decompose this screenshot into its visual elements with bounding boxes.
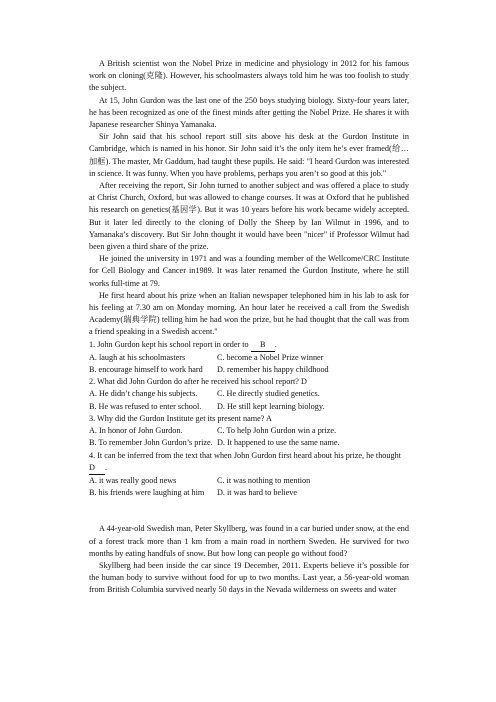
question-1-options-row-1 [89,352,409,364]
option-D: D. He still kept learning biology. [217,401,325,411]
question-4-options-row-2 [89,487,409,499]
question-1-stem-end: . [274,339,277,349]
section-gap [89,499,409,523]
question-3-options-row-2 [89,437,409,449]
option-A: A. laugh at his schoolmasters [89,352,186,362]
option-B: B. his friends were laughing at him [89,488,205,498]
option-C: C. become a Nobel Prize winner [217,352,324,362]
question-1 [89,339,409,377]
question-1-stem: 1. John Gurdon kept his school report in order to [89,339,251,349]
option-A: A. it was really good news [89,475,177,485]
question-2 [89,376,409,413]
option-C: C. To help John Gurdon win a prize. [217,426,337,436]
passage1-paragraph-5: He joined the university in 1971 and was a founding member of the Wellcome/CRC Institute for Cell Biology and Cancer in1989. It was later renamed the Gurdon Institute, where he still works full-time at 79. [89,254,409,288]
question-4 [89,450,409,500]
question-4-answer-blank: D [89,462,105,475]
option-C: C. it was nothing to mention [217,475,311,485]
document-page [89,58,409,597]
question-2-options-row-1 [89,388,409,400]
question-3 [89,413,409,450]
passage1-paragraph-1: A British scientist won the Nobel Prize in medicine and physiology in 2012 for his famous work on cloning(克隆). However, his schoolmasters always told him he was too foolish to study the subject. [89,59,409,93]
question-4-stem-end: . [105,462,108,472]
question-2-stem: 2. What did John Gurdon do after he received his school report? D [89,377,307,387]
option-D: D. it was hard to believe [217,488,298,498]
option-B: B. encourage himself to work hard [89,365,203,375]
option-B: B. To remember John Gurdon’s prize. [89,438,213,448]
question-1-options-row-2 [89,364,409,376]
passage1-paragraph-2: At 15, John Gurdon was the last one of the 250 boys studying biology. Sixty-four years later, he has been recognized as one of the finest minds after getting the Nobel Prize. He shares it with Japanese researcher Shinya Yamanaka. [89,95,409,130]
option-D: D. remember his happy childhood [217,365,329,375]
question-2-options-row-2 [89,401,409,413]
question-3-stem: 3. Why did the Gurdon Institute get its present name? A [89,413,272,423]
option-C: C. He directly studied genetics. [217,389,320,399]
question-3-options-row-1 [89,425,409,437]
passage1-paragraph-3: Sir John said that his school report still sits above his desk at the Gurdon Institute in Cambridge, which is named in his honor. Sir John said it’s the only item he’s ever framed(给…加框). The master, Mr Gaddum, had taught these pupils. He said: "I heard Gurdon was interested in science. It was funny. When you have problems, perhaps you aren’t so good at this job." [89,132,409,178]
option-B: B. He was refused to enter school. [89,401,202,411]
passage2-paragraph-2: Skyllberg had been inside the car since 19 December, 2011. Experts believe it’s possible for the human body to survive without food for up to two months. Last year, a 56-year-old woman from British Columbia survived nearly 50 days in the Nevada wilderness on sweets and water [89,560,409,595]
question-4-options-row-1 [89,475,409,487]
passage2-paragraph-1: A 44-year-old Swedish man, Peter Skyllberg, was found in a car buried under snow, at the end of a forest track more than 1 km from a main road in northern Sweden. He survived for two months by eating handfuls of snow. But how long can people go without food? [89,524,409,558]
option-D: D. It happened to use the same name. [217,438,340,448]
question-1-answer-blank: B [251,339,275,352]
option-A: A. In honor of John Gurdon. [89,426,183,436]
question-4-stem: 4. It can be inferred from the text that when John Gurdon first heard about his prize, he thought [89,450,401,460]
passage1-paragraph-6: He first heard about his prize when an Italian newspaper telephoned him in his lab to ask for his feeling at 7.30 am on Monday morning. An hour later he received a call from the Swedish Academy(瑞典学院) telling him he had won the prize, but he had thought that the call was from a friend speaking in a Swedish accent." [89,290,409,337]
passage1-paragraph-4: After receiving the report, Sir John turned to another subject and was offered a place to study at Christ Church, Oxford, but was allowed to change courses. It was at Oxford that he published his research on genetics(基因学). But it was 10 years before his work became widely accepted. But it later led directly to the cloning of Dolly the Sheep by Ian Wilmut in 1996, and to Yamanaka’s discovery. But Sir John thought it would have been "nicer" if Professor Wilmut had been given a third share of the prize. [89,181,409,252]
option-A: A. He didn’t change his subjects. [89,389,198,399]
